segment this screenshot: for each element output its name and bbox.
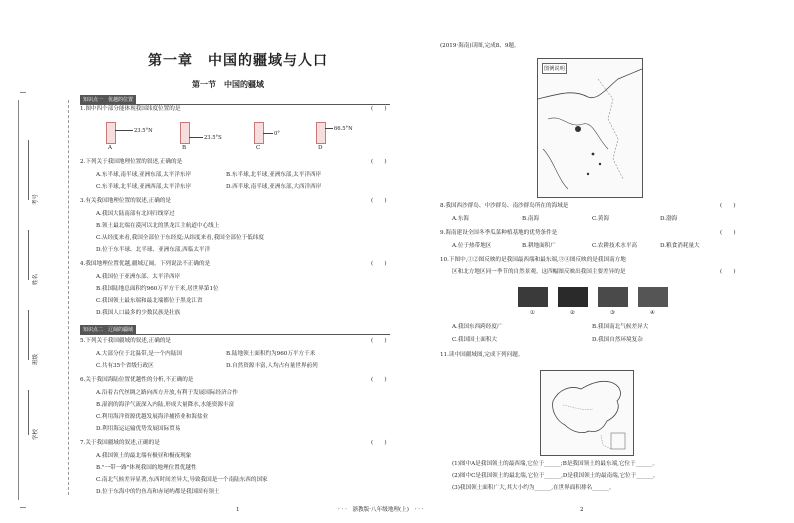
landscape-photo-2 (558, 287, 588, 307)
china-territory-map (540, 370, 634, 456)
side-line (28, 390, 30, 435)
question-10: 10.下图中,①②图反映的是我国最西端和最东端,③④图反映的是我国南方地 (440, 257, 626, 263)
answer-paren: ( ) (720, 203, 736, 209)
tick-line (263, 133, 273, 134)
option: A.我国大陆南部有北回归线穿过 (96, 211, 175, 217)
option-letter: C (256, 145, 261, 151)
sub-question-1: (1)图中A是我国领土的最西端,它位于______;B是我国领土的最东端,它位于______。 (452, 461, 659, 467)
option: C.我国国土面积大 (452, 337, 498, 343)
answer-paren: ( ) (371, 106, 387, 112)
side-label-class: 班级 (33, 353, 39, 365)
tick-label: 66.5°N (334, 126, 353, 132)
option: D.我国自然环境复杂 (592, 337, 643, 343)
landscape-photo-4 (638, 287, 668, 307)
tick-line (189, 137, 203, 138)
option: A.沿着古代丝绸之路向西方开放,有利于发展国际经济合作 (96, 390, 238, 396)
option: B.我国南北气候差异大 (592, 324, 649, 330)
option: A.位于热带地区 (452, 243, 492, 249)
option: A.我国位于亚洲东部、太平洋西岸 (96, 274, 181, 280)
option: C.黄海 (592, 216, 610, 222)
question-8: 8.我国西沙群岛、中沙群岛、南沙群岛所在的海域是 (440, 203, 569, 209)
photo-number: ① (530, 310, 536, 316)
question-4: 4.我国地理位置优越,疆域辽阔。下列说法不正确的是 (80, 261, 211, 267)
option: C.农耕技术水平高 (592, 243, 638, 249)
knowledge-point-1: 知识点一 优越的位置 (80, 95, 136, 104)
option: B."一带一路"体现我国的地理位置优越性 (96, 465, 197, 471)
answer-paren: ( ) (371, 159, 387, 165)
side-line (28, 140, 30, 200)
answer-paren: ( ) (720, 269, 736, 275)
option-letter: A (108, 145, 113, 151)
option: B.我国陆地总面积约960万平方千米,居世界第1位 (96, 286, 219, 292)
answer-paren: ( ) (371, 261, 387, 267)
option: D.利用海运运输优势发展国际贸易 (96, 426, 181, 432)
option: D.西半球,南半球,亚洲东部,大西洋西岸 (226, 184, 322, 190)
answer-paren: ( ) (720, 230, 736, 236)
option: C.从经度来看,我国全部位于东经度;从纬度来看,我国全部位于低纬度 (96, 235, 264, 241)
tick-line (325, 128, 333, 129)
question-10-cont: 区和北方地区同一季节的自然景观。这四幅图反映出我国主要差异的是 (452, 269, 626, 275)
side-label-exam-no: 考号 (33, 193, 39, 205)
option: A.我国领土的最北端有极昼和极夜现象 (96, 453, 192, 459)
binding-strip (20, 92, 26, 508)
option: D.位于东半球、北半球、亚洲东部,西临太平洋 (96, 247, 211, 253)
answer-paren: ( ) (371, 198, 387, 204)
tick-label: 23.5°S (204, 135, 222, 141)
side-line (28, 310, 30, 360)
option: D.位于东海中的钓鱼岛和赤尾屿都是我国固有领土 (96, 489, 220, 495)
option: B.南海 (522, 216, 540, 222)
question-7: 7.关于我国疆域的叙述,正确的是 (80, 440, 160, 446)
option-letter: D (318, 145, 323, 151)
question-1: 1.图中四个部分能体现我国纬度位置的是 (80, 106, 181, 112)
divider (80, 104, 390, 105)
footer-series: · · · 浙教版·八年级地理(上) · · · (338, 507, 424, 513)
side-line (28, 230, 30, 280)
option-letter: B (182, 145, 187, 151)
option: A.东半球,南半球,亚洲东部,太平洋东岸 (96, 172, 192, 178)
latitude-box-b (180, 122, 190, 144)
map-legend: 图例说明 (542, 63, 567, 74)
sub-question-3: (3)我国领土面积广大,其大小约为______,在世界面积排名______。 (452, 485, 615, 491)
option: C.利用海洋资源优越发展海洋捕捞业和海盐业 (96, 414, 209, 420)
option: D.自然资源丰富,人均占有量世界前列 (226, 363, 318, 369)
option: C.共有35个省级行政区 (96, 363, 154, 369)
page-number-left: 1 (236, 507, 240, 513)
photo-number: ④ (650, 310, 656, 316)
option: B.陆地领土面积约为960万平方千米 (226, 351, 316, 357)
option: D.我国人口最多的少数民族是壮族 (96, 310, 181, 316)
map-drawing (541, 371, 633, 455)
option: B.耕地面积广 (522, 243, 556, 249)
answer-paren: ( ) (371, 440, 387, 446)
landscape-photo-1 (518, 287, 548, 307)
map-drawing (538, 59, 642, 197)
option: C.南北气候差异显著,东西时间差异大,导致我国是一个南陆东西的国家 (96, 477, 268, 483)
latitude-box-d (316, 122, 326, 144)
question-11: 11.读中国疆域图,完成下列问题。 (440, 352, 524, 358)
chapter-title: 第一章 中国的疆域与人口 (148, 53, 328, 69)
option: D.渤海 (660, 216, 678, 222)
question-9: 9.海南建设全国冬季瓜菜种植基地的优势条件是 (440, 230, 558, 236)
option: D.粮食消耗量大 (660, 243, 700, 249)
divider (80, 334, 390, 335)
option: A.东海 (452, 216, 470, 222)
option: A.我国东西跨经度广 (452, 324, 503, 330)
cut-line (68, 100, 70, 495)
question-6: 6.关于我国海陆位置优越性的分析,不正确的是 (80, 377, 194, 383)
answer-paren: ( ) (371, 338, 387, 344)
tick-line (115, 130, 133, 131)
question-3: 3.有关我国地理位置的叙述,正确的是 (80, 198, 172, 204)
option: B.湿润的海洋气流深入内陆,形成大量降水,水能资源丰富 (96, 402, 235, 408)
option: A.大部分位于北温带,是一个内陆国 (96, 351, 182, 357)
map-intro: (2019·海南)读图,完成8、9题。 (440, 43, 520, 49)
photo-number: ② (570, 310, 576, 316)
tick-label: 23.5°N (134, 128, 153, 134)
section-title: 第一节 中国的疆域 (192, 79, 264, 89)
knowledge-point-2: 知识点二 辽阔的疆域 (80, 325, 136, 334)
side-label-school: 学校 (33, 428, 39, 440)
question-5: 5.下列关于我国疆域的叙述,正确的是 (80, 338, 172, 344)
landscape-photo-3 (598, 287, 628, 307)
page-number-right: 2 (580, 507, 584, 513)
photo-number: ③ (610, 310, 616, 316)
answer-paren: ( ) (371, 377, 387, 383)
question-2: 2.下列关于我国地理位置的叙述,正确的是 (80, 159, 183, 165)
option: C.我国领土最东端和最北端都位于黑龙江省 (96, 298, 203, 304)
latitude-box-a (106, 122, 116, 144)
side-label-name: 姓名 (33, 273, 39, 285)
option: C.东半球,北半球,亚洲西部,太平洋东岸 (96, 184, 192, 190)
south-china-sea-map (537, 58, 643, 198)
option: B.领土最北端在漠河以北的黑龙江主航道中心线上 (96, 223, 220, 229)
tick-label: 0° (274, 131, 280, 137)
option: B.东半球,北半球,亚洲东部,太平洋西岸 (226, 172, 322, 178)
sub-question-2: (2)图中C是我国领土的最北端,它位于______,D是我国领土的最南端,它位于______。 (452, 473, 659, 479)
